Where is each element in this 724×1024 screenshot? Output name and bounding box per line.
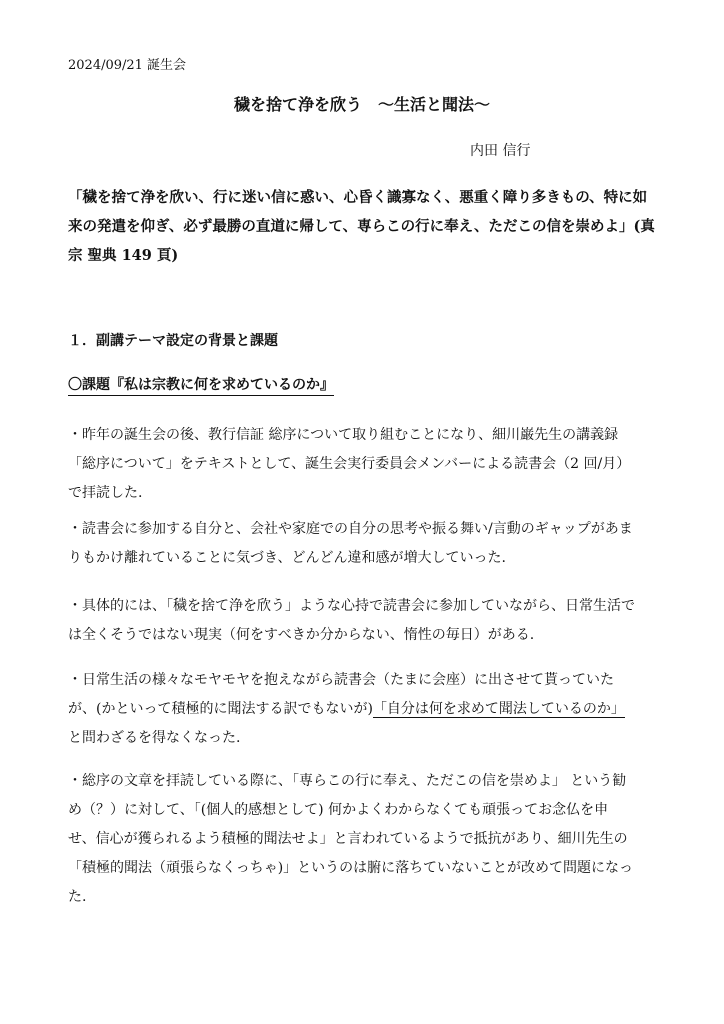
paragraph-line: は全くそうではない現実（何をすべきか分からない、惰性の毎日）がある. [68,627,535,643]
quote-line: 「穢を捨て浄を欣い、行に迷い信に惑い、心昏く識寡なく、悪重く障り多きもの、特に如 [68,189,648,206]
paragraph-line: 「積極的聞法（頑張らなくっちゃ)」というのは腑に落ちていないことが改めて問題になっ [68,860,634,876]
paragraph [68,666,668,753]
paragraph-line: ・具体的には、「穢を捨て浄を欣う」ような心持で読書会に参加していながら、日常生活で [68,598,635,614]
paragraph-line: ・総序の文章を拝読している際に、「専らこの行に奉え、ただこの信を崇めよ」 という勧 [68,773,627,789]
document-date: 2024/09/21 誕生会 [68,58,187,73]
quote-line: 宗 聖典 149 頁) [68,247,179,264]
underlined-question: 「自分は何を求めて聞法しているのか」 [372,701,625,717]
paragraph-line: 「総序について」をテキストとして、誕生会実行委員会メンバーによる読書会（2 回/月） [68,456,631,472]
author-name: 内田 信行 [470,143,531,159]
paragraph-line: で拝読した. [68,485,143,501]
paragraph-line: せ、信心が獲られるよう積極的聞法せよ」と言われているようで抵抗があり、細川先生の [68,831,628,847]
paragraph-line: と問わざるを得なくなった. [68,730,241,746]
quote-line: 来の発遣を仰ぎ、必ず最勝の直道に帰して、専らこの行に奉え、ただこの信を崇めよ」(真 [68,218,655,235]
paragraph-line: ・日常生活の様々なモヤモヤを抱えながら読書会（たまに会座）に出させて貰っていた [68,672,614,688]
document-title: 穢を捨て浄を欣う 〜生活と聞法〜 [233,95,490,114]
paragraph-line: た. [68,889,87,905]
section-heading: １．副講テーマ設定の背景と課題 [68,333,278,349]
paragraph-line: め（？）に対して、「(個人的感想として) 何かよくわからなくても頑張ってお念仏を申 [68,802,609,818]
paragraph [68,421,668,508]
paragraph [68,515,668,573]
paragraph [68,767,668,912]
paragraph-line: ・読書会に参加する自分と、会社や家庭での自分の思考や振る舞い/言動のギャップがあま [68,521,633,537]
paragraph-text: が、(かといって積極的に聞法する訳でもないが) [68,701,373,717]
scripture-quote [68,183,668,270]
subject-heading: 〇課題『私は宗教に何を求めているのか』 [68,374,334,396]
paragraph-line: ・昨年の誕生会の後、教行信証 総序について取り組むことになり、細川巌先生の講義録 [68,427,619,443]
paragraph [68,592,668,650]
paragraph-line [68,695,668,724]
paragraph-line: りもかけ離れていることに気づき、どんどん違和感が増大していった. [68,550,506,566]
